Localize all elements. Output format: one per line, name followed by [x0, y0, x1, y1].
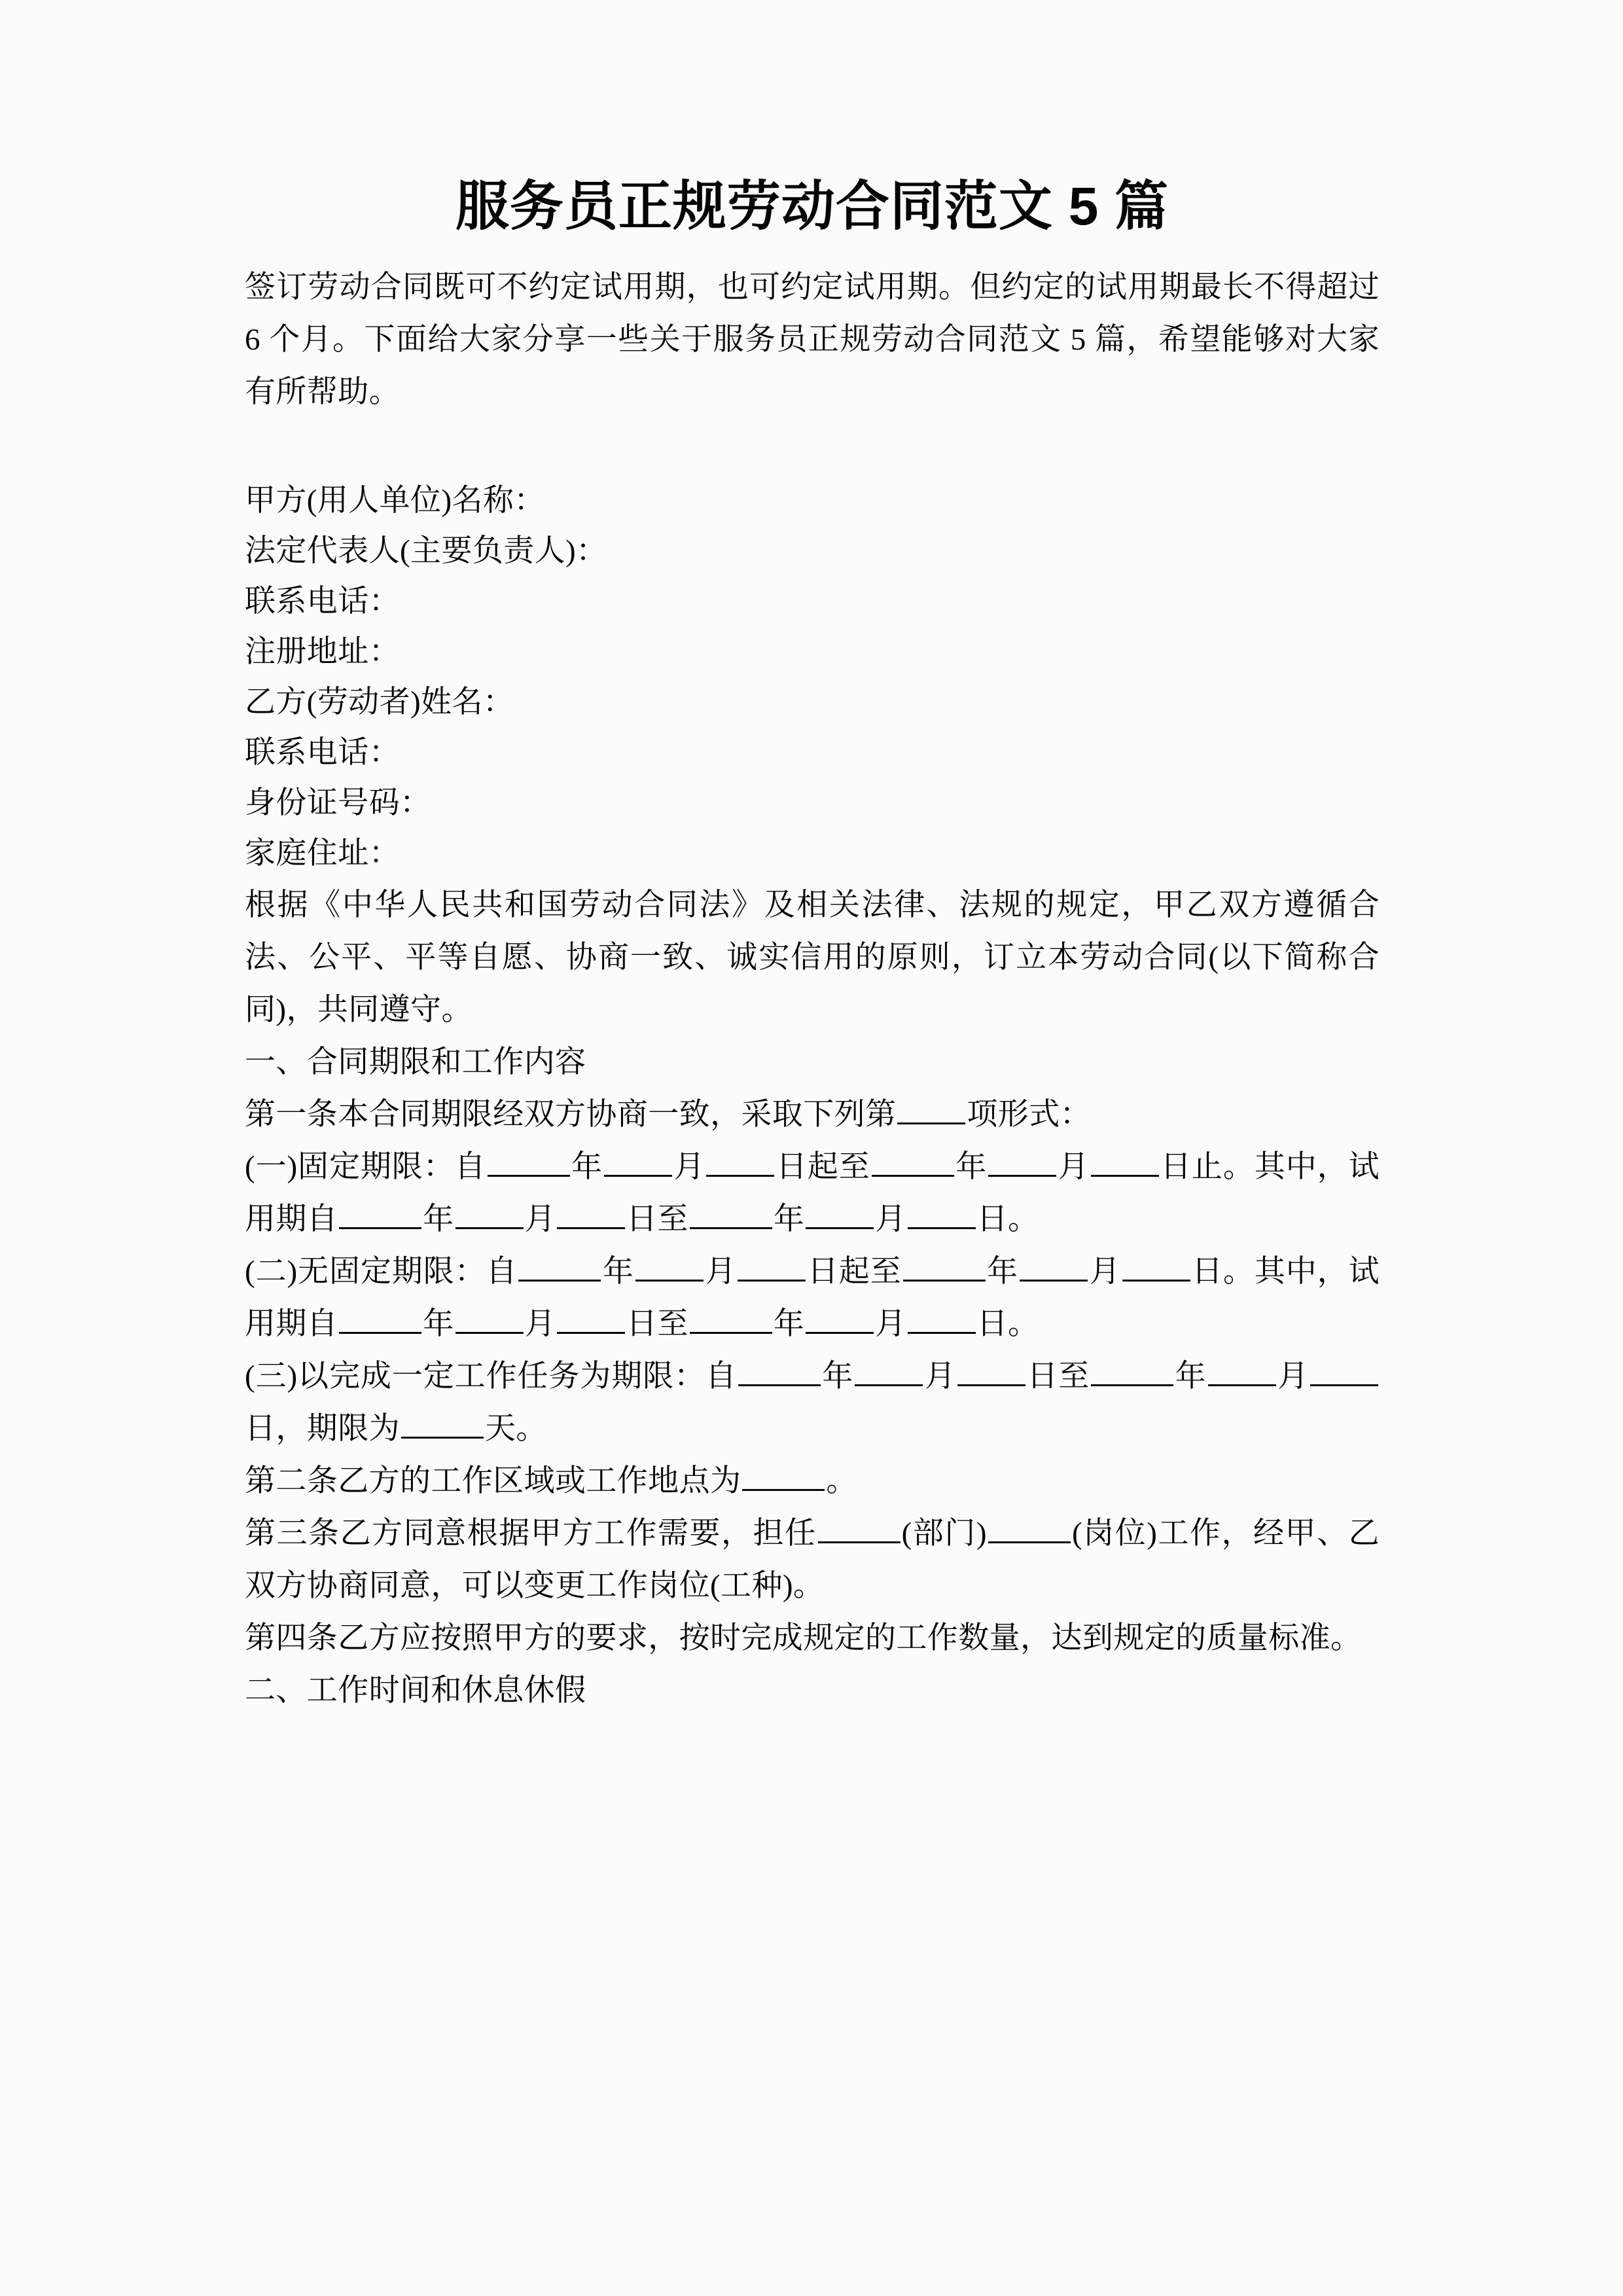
- item-1-p9: 月: [524, 1202, 556, 1236]
- blank-field: [690, 1304, 772, 1334]
- item-3-p2: 年: [821, 1359, 854, 1393]
- article-1-suffix: 项形式：: [967, 1097, 1092, 1132]
- item-1-p6: 月: [1058, 1149, 1090, 1184]
- intro-paragraph: 签订劳动合同既可不约定试用期，也可约定试用期。但约定的试用期最长不得超过 6 个月。下面给大家分享一些关于服务员正规劳动合同范文 5 篇，希望能够对大家有所帮助。: [245, 270, 1380, 409]
- item-3-p4: 日至: [1026, 1359, 1090, 1393]
- article-2: [245, 1455, 1380, 1507]
- field-registered-addr: 注册地址：: [245, 634, 400, 669]
- item-3-p7: 日，期限为: [245, 1411, 400, 1446]
- blank-field: [738, 1252, 806, 1282]
- blank-field: [557, 1200, 625, 1229]
- article-2-prefix: 第二条乙方的工作区域或工作地点为: [245, 1463, 741, 1498]
- blank-field: [518, 1252, 601, 1282]
- item-3-p1: 自: [705, 1359, 737, 1393]
- item-3-p3: 月: [924, 1359, 956, 1393]
- item-2-p7: 日。其中，试用期自: [245, 1254, 1380, 1341]
- item-1-p12: 月: [875, 1202, 906, 1236]
- field-employee-phone: 联系电话：: [245, 735, 400, 770]
- blank-field: [1208, 1357, 1276, 1386]
- blank-field: [706, 1147, 774, 1177]
- item-1-p13: 日。: [976, 1202, 1039, 1236]
- item-2-p3: 月: [704, 1254, 737, 1289]
- item-2-p2: 年: [602, 1254, 634, 1289]
- item-2-p12: 月: [875, 1306, 906, 1341]
- blank-field: [988, 1147, 1056, 1177]
- blank-field: [957, 1357, 1026, 1386]
- item-1-p10: 日至: [626, 1202, 688, 1236]
- item-1-p4: 日起至: [776, 1149, 870, 1184]
- blank-field: [903, 1252, 986, 1282]
- blank-field: [742, 1462, 825, 1491]
- field-legal-rep: 法定代表人(主要负责人)：: [245, 533, 607, 568]
- blank-field: [455, 1200, 524, 1229]
- blank-field: [1122, 1252, 1190, 1282]
- spacer: [245, 418, 1380, 476]
- item-2-p9: 月: [524, 1306, 556, 1341]
- blank-field: [1310, 1357, 1378, 1386]
- field-id-number: 身份证号码：: [245, 785, 431, 820]
- item-2-p6: 月: [1089, 1254, 1121, 1289]
- item-1-p7: 日止。其中，试用期自: [245, 1149, 1380, 1236]
- article-4: 第四条乙方应按照甲方的要求，按时完成规定的工作数量，达到规定的质量标准。: [245, 1621, 1362, 1655]
- blank-field: [488, 1147, 570, 1177]
- item-3-p8: 天。: [485, 1411, 547, 1446]
- item-3-p6: 月: [1277, 1359, 1309, 1393]
- field-employee-name: 乙方(劳动者)姓名：: [245, 685, 514, 719]
- item-2-label: (二)无固定期限：: [245, 1254, 486, 1289]
- article-1-item-3: [245, 1350, 1380, 1455]
- blank-field: [1020, 1252, 1088, 1282]
- section-heading-one: 一、合同期限和工作内容: [245, 1045, 586, 1079]
- item-1-p3: 月: [673, 1149, 705, 1184]
- blank-field: [690, 1200, 772, 1229]
- item-1-p5: 年: [955, 1149, 988, 1184]
- blank-field: [908, 1304, 976, 1334]
- article-2-suffix: 。: [826, 1463, 857, 1498]
- article-3: [245, 1507, 1380, 1612]
- blank-field: [557, 1304, 625, 1334]
- field-employer-phone: 联系电话：: [245, 584, 400, 619]
- item-3-p5: 年: [1175, 1359, 1207, 1393]
- blank-field: [897, 1095, 965, 1124]
- article-1: [245, 1088, 1380, 1141]
- blank-field: [401, 1409, 484, 1439]
- legal-basis-paragraph: 根据《中华人民共和国劳动合同法》及相关法律、法规的规定，甲乙双方遵循合法、公平、平等自愿、协商一致、诚实信用的原则，订立本劳动合同(以下简称合同)，共同遵守。: [245, 888, 1380, 1027]
- blank-field: [1091, 1147, 1159, 1177]
- blank-field: [872, 1147, 954, 1177]
- field-employer-name: 甲方(用人单位)名称：: [245, 483, 545, 518]
- item-1-p1: 自: [454, 1149, 486, 1184]
- blank-field: [635, 1252, 704, 1282]
- article-3-p2: (部门): [901, 1516, 987, 1551]
- article-1-item-1: [245, 1141, 1380, 1246]
- item-2-p13: 日。: [976, 1306, 1039, 1341]
- blank-field: [339, 1200, 421, 1229]
- section-heading-two: 二、工作时间和休息休假: [245, 1673, 586, 1708]
- blank-field: [855, 1357, 923, 1386]
- blank-field: [988, 1514, 1071, 1543]
- item-2-p4: 日起至: [807, 1254, 902, 1289]
- item-2-p11: 年: [773, 1306, 805, 1341]
- blank-field: [738, 1357, 821, 1386]
- page-title: 服务员正规劳动合同范文 5 篇: [455, 177, 1169, 236]
- blank-field: [339, 1304, 421, 1334]
- blank-field: [455, 1304, 524, 1334]
- blank-field: [806, 1200, 874, 1229]
- item-2-p5: 年: [986, 1254, 1019, 1289]
- article-1-prefix: 第一条本合同期限经双方协商一致，采取下列第: [245, 1097, 897, 1132]
- blank-field: [818, 1514, 901, 1543]
- blank-field: [1091, 1357, 1173, 1386]
- document-body: [245, 175, 1380, 1717]
- blank-field: [806, 1304, 874, 1334]
- item-3-label: (三)以完成一定工作任务为期限：: [245, 1359, 705, 1393]
- item-1-p11: 年: [773, 1202, 805, 1236]
- item-1-p2: 年: [571, 1149, 603, 1184]
- article-1-item-2: [245, 1246, 1380, 1350]
- field-home-address: 家庭住址：: [245, 836, 400, 870]
- item-2-p8: 年: [423, 1306, 454, 1341]
- item-1-p8: 年: [423, 1202, 454, 1236]
- article-3-p1: 第三条乙方同意根据甲方工作需要，担任: [245, 1516, 817, 1551]
- blank-field: [604, 1147, 672, 1177]
- item-2-p10: 日至: [626, 1306, 688, 1341]
- item-2-p1: 自: [486, 1254, 518, 1289]
- blank-field: [908, 1200, 976, 1229]
- item-1-label: (一)固定期限：: [245, 1149, 455, 1184]
- article-3-p3: (岗位)工作，经甲、乙双方协商同意，可以变更工作岗位(工种)。: [245, 1516, 1380, 1603]
